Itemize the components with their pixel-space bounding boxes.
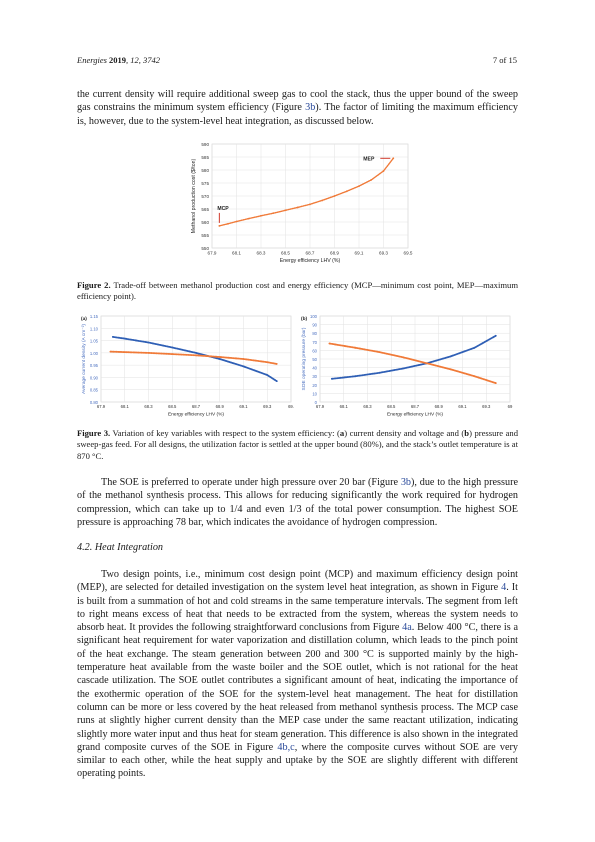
x-tick-label: 69.3	[482, 404, 491, 410]
figure-3a-chart	[77, 310, 299, 422]
y-tick-label: 60	[312, 348, 317, 354]
text: The SOE is preferred to operate under high pressure over 20 bar (Figure	[101, 477, 401, 488]
x-tick-label: 68.9	[330, 250, 339, 256]
data-point	[218, 225, 220, 227]
x-tick-label: 68.3	[256, 250, 266, 256]
data-point	[124, 351, 126, 353]
figure-ref-link[interactable]: 3b	[400, 477, 411, 488]
data-point	[195, 352, 197, 354]
data-point	[495, 382, 497, 384]
data-point	[392, 157, 394, 159]
data-point	[473, 347, 475, 349]
panel-label: (a)	[81, 317, 87, 322]
y-tick-label: 570	[201, 194, 209, 199]
x-tick-label: 68.5	[168, 404, 177, 410]
y-tick-label: 70	[312, 339, 317, 345]
data-point	[171, 353, 173, 355]
x-tick-label: 68.7	[191, 404, 201, 410]
data-point	[355, 347, 357, 349]
x-axis-label: Energy efficiency LHV (%)	[279, 258, 341, 265]
figure-ref-link[interactable]: 3b	[305, 102, 316, 114]
y-tick-label: 585	[201, 155, 209, 160]
data-point	[148, 352, 150, 354]
x-tick-label: 67.9	[96, 404, 106, 410]
data-point	[309, 203, 311, 205]
section-heading: 4.2. Heat Integration	[77, 542, 164, 553]
figure-2-chart	[186, 136, 416, 276]
x-tick-label: 68.9	[434, 404, 443, 410]
y-tick-label: 1.15	[89, 314, 98, 319]
caption-text: Trade-off between methanol production cost and energy efficiency (MCP—minimum cost point, MEP—maximum efficiency point).	[77, 280, 519, 302]
x-axis-label: Energy efficiency LHV (%)	[387, 412, 443, 418]
data-point	[266, 361, 268, 363]
x-tick-label: 69.1	[458, 404, 467, 410]
y-tick-label: 1.10	[89, 326, 98, 332]
y-tick-label: 20	[312, 382, 317, 388]
text: , where the composite curves without SOE are very similar to each other, while the heat supply and uptake by the SOE are slightly different with different operating points.	[77, 741, 518, 780]
x-tick-label: 69.	[288, 404, 294, 410]
journal-volume: 12	[130, 55, 139, 65]
caption-text: ) pressure and sweep-gas feed. For all designs, the utilization factor is settled at the upper bound (80%), and the stack’s outlet temperature is at 870 °C.	[77, 428, 518, 461]
x-tick-label: 68.1	[120, 404, 129, 410]
y-tick-label: 575	[201, 181, 209, 186]
data-point	[276, 380, 278, 382]
journal-name: Energies	[77, 55, 107, 65]
x-tick-label: 68.3	[363, 404, 372, 410]
y-tick-label: 90	[312, 322, 317, 328]
y-tick-label: 0.95	[89, 363, 98, 369]
figure-ref-link[interactable]: 4	[501, 582, 507, 594]
data-point	[378, 372, 380, 374]
x-tick-label: 68.1	[339, 404, 348, 410]
data-point	[355, 375, 357, 377]
figure-3b-chart	[298, 310, 520, 422]
x-tick-label: 67.9	[207, 250, 217, 256]
y-tick-label: 0.80	[89, 400, 98, 405]
data-point	[378, 351, 380, 353]
y-tick-label: 1.05	[89, 338, 98, 344]
figure-ref-link[interactable]: 4a	[402, 622, 412, 634]
x-tick-label: 69.1	[354, 250, 364, 256]
x-tick-label: 69.3	[379, 250, 388, 256]
running-header-journal: Energies 2019, 12, 3742	[77, 55, 161, 65]
x-tick-label: 68.7	[410, 404, 420, 410]
data-point	[110, 351, 112, 353]
y-axis-label: SOE operating pressure (bar)	[302, 327, 307, 391]
data-point	[495, 335, 497, 337]
x-tick-label: 69.3	[263, 404, 272, 410]
text: ). The factor of limiting the maximum efficiency is, however, due to the system-level heat integration, as discussed below.	[77, 102, 519, 127]
data-point	[321, 200, 323, 202]
x-tick-label: 69.1	[239, 404, 248, 410]
annotation-label: MEP	[363, 156, 375, 163]
data-point	[219, 356, 221, 358]
x-tick-label: 67.9	[315, 404, 325, 410]
x-tick-label: 69.5	[403, 250, 413, 256]
data-point	[329, 343, 331, 345]
paragraph-2	[77, 476, 518, 529]
data-point	[276, 363, 278, 365]
journal-year: 2019	[109, 55, 127, 65]
figure-2-caption	[77, 280, 518, 303]
x-axis-label: Energy efficiency LHV (%)	[168, 412, 224, 418]
y-tick-label: 565	[201, 207, 209, 212]
annotation-label: MCP	[217, 205, 229, 212]
caption-text: Variation of key variables with respect to the system efficiency: (	[110, 428, 340, 438]
x-tick-label: 68.3	[144, 404, 153, 410]
y-tick-label: 1.00	[89, 350, 98, 356]
text: the current density will require additional sweep gas to cool the stack, thus the upper bound of the sweep gas constrains the minimum system efficiency (Figure	[77, 89, 518, 114]
data-point	[370, 179, 372, 181]
paragraph-1	[77, 88, 518, 128]
caption-text: ) current density and voltage and (	[344, 428, 465, 438]
data-point	[383, 170, 385, 172]
y-tick-label: 580	[201, 168, 209, 173]
y-tick-label: 550	[201, 246, 209, 251]
data-point	[358, 185, 360, 187]
data-point	[227, 223, 229, 225]
data-point	[248, 218, 250, 220]
data-point	[402, 356, 404, 358]
data-point	[272, 212, 274, 214]
figure-3-caption	[77, 428, 518, 462]
y-tick-label: 0.90	[89, 375, 98, 381]
data-point	[243, 365, 245, 367]
data-point	[402, 368, 404, 370]
y-tick-label: 100	[310, 314, 317, 319]
y-tick-label: 0	[314, 400, 317, 405]
caption-label: Figure 3.	[77, 428, 111, 438]
x-tick-label: 68.5	[281, 250, 290, 256]
y-tick-label: 30	[312, 374, 317, 380]
data-point	[219, 358, 221, 360]
panel-label: (b)	[301, 317, 308, 322]
data-point	[426, 362, 428, 364]
figure-ref-link[interactable]: 4b,c	[277, 741, 295, 753]
data-point	[331, 378, 333, 380]
x-tick-label: 68.7	[305, 250, 315, 256]
text: Two design points, i.e., minimum cost design point (MCP) and maximum efficiency design point (MEP), are selected for detailed investigation on the system level heat integration, as shown in Figure	[77, 569, 518, 594]
data-point	[236, 221, 238, 223]
data-point	[171, 347, 173, 349]
data-point	[450, 368, 452, 370]
data-point	[297, 207, 299, 209]
data-point	[195, 354, 197, 356]
data-point	[124, 338, 126, 340]
data-point	[148, 342, 150, 344]
text: ), due to the high pressure of the methanol synthesis process. This allows for reducing significantly the work required for hydrogen compression, which can take up to 1/4 and even 1/3 of the total power consumption. The highest SOE pressure is approaching 78 bar, which indicates the avoidance of hydrogen compression.	[77, 477, 518, 528]
panel-ref: a	[339, 428, 345, 438]
article-number: 3742	[143, 55, 161, 65]
y-tick-label: 555	[201, 233, 209, 238]
data-point	[334, 195, 336, 197]
y-tick-label: 40	[312, 365, 317, 371]
y-axis-label: Methanol production cost ($/ton)	[191, 158, 197, 234]
text: . Below 400 °C, there is a significant heat requirement for water vaporization and distillation column, which leads to the pinch point of the heat exchange. The steam generation between 200 and 300 °C is supported mainly by the high-temperature heat available from the waste boiler and the SOE outlet, which is not rational for the heat cascade utilization. The SOE outlet contributes a significant amount of heat, indicating the importance of the exothermic operation of the SOE for the system-level heat management. The heat for distillation column can be more or less covered by the heat released from methanol synthesis process. The MCP case runs at slightly higher current density than the MEP case under the same reactant utilization, indicating slightly more water input and thus heat for steam generation. This difference is also shown in the integrated grand composite curves of the SOE in Figure	[77, 622, 518, 753]
data-point	[450, 356, 452, 358]
panel-ref: b	[464, 428, 470, 438]
data-point	[285, 209, 287, 211]
page-number: 7 of 15	[492, 55, 517, 65]
y-tick-label: 0.85	[89, 387, 98, 393]
data-point	[112, 336, 114, 338]
caption-label: Figure 2.	[77, 280, 111, 290]
data-point	[243, 358, 245, 360]
y-tick-label: 590	[201, 142, 209, 147]
x-tick-label: 68.5	[387, 404, 396, 410]
data-point	[473, 375, 475, 377]
x-tick-label: 68.9	[215, 404, 224, 410]
data-point	[266, 374, 268, 376]
x-tick-label: 69	[507, 404, 513, 410]
data-point	[346, 190, 348, 192]
paragraph-3	[77, 568, 518, 781]
y-tick-label: 50	[312, 357, 317, 362]
y-tick-label: 80	[312, 331, 317, 337]
x-tick-label: 68.1	[232, 250, 241, 256]
y-axis-label: Average current density (A cm⁻²)	[82, 324, 87, 394]
y-tick-label: 10	[312, 391, 317, 397]
data-point	[260, 215, 262, 217]
y-tick-label: 560	[201, 220, 209, 225]
text: . It is built from a summation of hot and cold streams in the same temperature intervals. The segment from left to right means excess of heat that needs to be extracted from the system, whereas the system needs to absorb heat. It provides the following straightforward conclusions from Figure	[77, 582, 518, 634]
